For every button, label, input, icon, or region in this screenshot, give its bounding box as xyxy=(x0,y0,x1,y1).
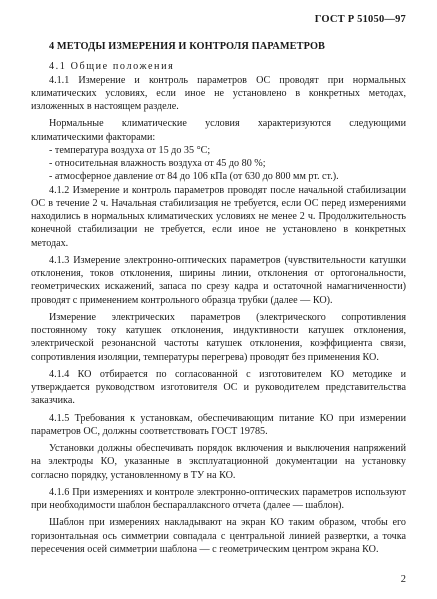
subsection-heading-text: 4.1 Общие положения xyxy=(49,61,175,73)
paragraph-installations: Установки должны обеспечивать порядок включения и выключения напряжений на электроды КО, указанные в эксплуатационной документации на установку согласно порядку, установленному в ТУ на КО. xyxy=(31,443,406,481)
paragraph-4-1-1: 4.1.1 Измерение и контроль параметров ОС проводят при нормальных климатических условиях, если иное не установлено в конкретных методах, изложенных в настоящем разделе. xyxy=(31,74,406,112)
paragraph-4-1-2: 4.1.2 Измерение и контроль параметров проводят после начальной стабилизации ОС в течение 2 ч. Начальная стабилизация не требуется, если ОС перед измерениями находились в нормальных климатических условиях не менее 2 ч. Продолжительность конечной стабилизации не требуется, если иное не установлено в конкретных методах. xyxy=(31,184,406,249)
subsection-heading xyxy=(31,60,406,73)
document-header-standard: ГОСТ Р 51050—97 xyxy=(314,14,406,25)
paragraph-normal-conditions: Нормальные климатические условия характеризуются следующими климатическими факторами: xyxy=(31,118,406,143)
paragraph-4-1-4: 4.1.4 КО отбирается по согласованной с изготовителем КО методике и утверждается руководством изготовителя ОС и руководителем представительства заказчика. xyxy=(31,368,406,407)
paragraph-electric-params: Измерение электрических параметров (электрического сопротивления постоянному току катушек отклонения, индуктивности катушек отклонения, электрической резонансной частоты катушек отклонения, коэффициента связи, сопротивления изоляции, температуры перегрева) проводят без применения КО. xyxy=(31,311,406,363)
paragraph-4-1-3: 4.1.3 Измерение электронно-оптических параметров (чувствительности катушки отклонения, токов отклонения, ширины линии, отклонения от ортогональности, геометрических искажений, запаса по срезу кадра и остаточной намагниченности) проводят с применением контрольного образца трубки (далее — КО). xyxy=(31,254,406,306)
page-body xyxy=(31,40,406,556)
paragraph-4-1-5: 4.1.5 Требования к установкам, обеспечивающим питание КО при измерении параметров ОС, должны соответствовать ГОСТ 19785. xyxy=(31,412,406,437)
paragraph-4-1-6: 4.1.6 При измерениях и контроле электронно-оптических параметров используют при необходимости шаблон беспараллаксного отчета (далее — шаблон). xyxy=(31,486,406,511)
list-item-pressure: - атмосферное давление от 84 до 106 кПа (от 630 до 800 мм рт. ст.). xyxy=(49,171,339,183)
page-number: 2 xyxy=(400,574,406,585)
list-item-temperature: - температура воздуха от 15 до 35 °С; xyxy=(49,144,211,156)
list-item-humidity: - относительная влажность воздуха от 45 до 80 %; xyxy=(49,158,266,169)
section-title: 4 МЕТОДЫ ИЗМЕРЕНИЯ И КОНТРОЛЯ ПАРАМЕТРОВ xyxy=(49,41,326,52)
paragraph-template: Шаблон при измерениях накладывают на экран КО таким образом, чтобы его горизонтальная ось симметрии совпадала с центральной линией развертки, а точка пересечения осей симметрии шаблона — с геометрическим центром экрана КО. xyxy=(31,517,406,555)
